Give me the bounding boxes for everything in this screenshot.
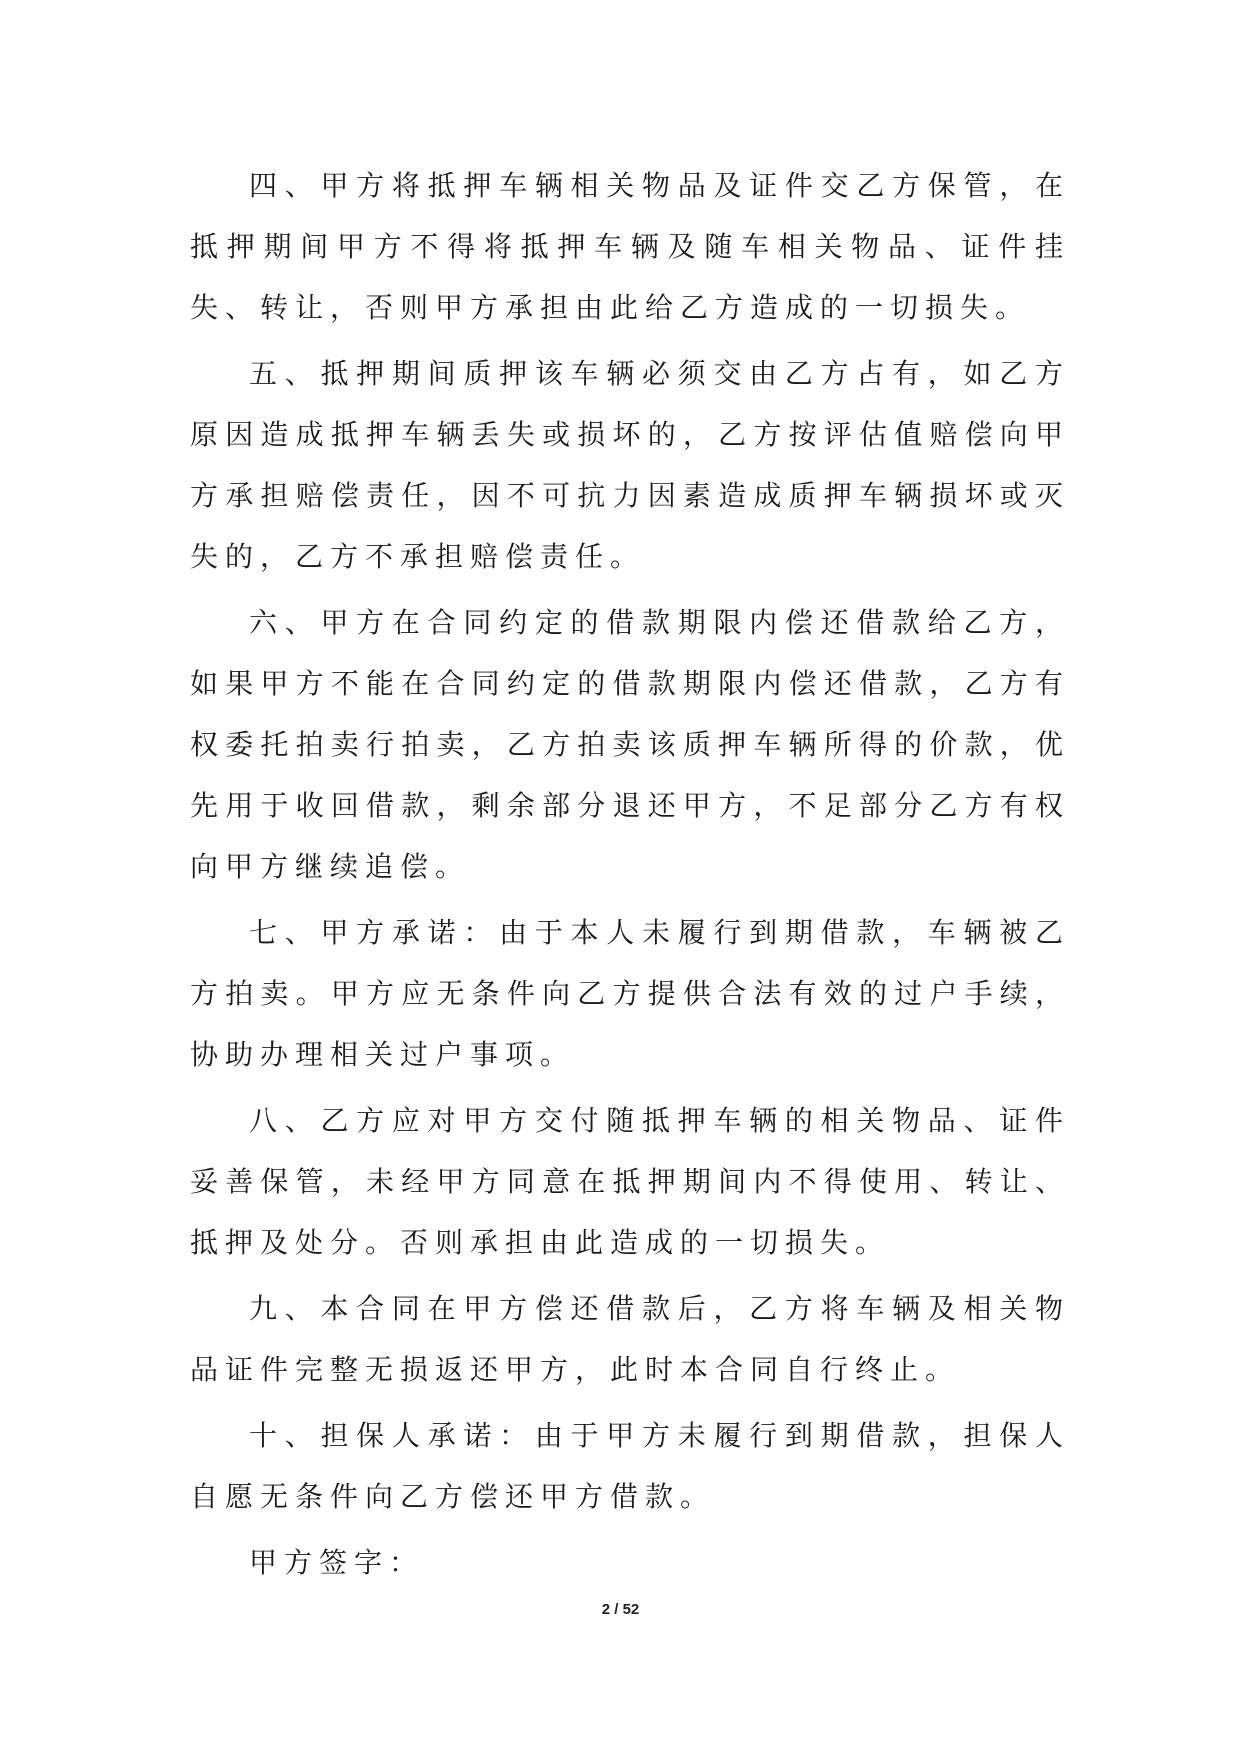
clause-9: 九、本合同在甲方偿还借款后，乙方将车辆及相关物品证件完整无损返还甲方，此时本合同自行终止。 <box>190 1292 1070 1386</box>
clause-6: 六、甲方在合同约定的借款期限内偿还借款给乙方，如果甲方不能在合同约定的借款期限内偿还借款，乙方有权委托拍卖行拍卖，乙方拍卖该质押车辆所得的价款，优先用于收回借款，剩余部分退还甲方，不足部分乙方有权向甲方继续追偿。 <box>190 606 1070 883</box>
page-number: 2 / 52 <box>601 1601 640 1618</box>
document-body <box>190 155 1070 1598</box>
clause-8: 八、乙方应对甲方交付随抵押车辆的相关物品、证件妥善保管，未经甲方同意在抵押期间内不得使用、转让、抵押及处分。否则承担由此造成的一切损失。 <box>190 1104 1070 1259</box>
clause-4: 四、甲方将抵押车辆相关物品及证件交乙方保管，在抵押期间甲方不得将抵押车辆及随车相关物品、证件挂失、转让，否则甲方承担由此给乙方造成的一切损失。 <box>190 169 1070 324</box>
signature-line-party-a: 甲方签字： <box>249 1546 425 1579</box>
clause-10: 十、担保人承诺：由于甲方未履行到期借款，担保人自愿无条件向乙方偿还甲方借款。 <box>190 1419 1070 1513</box>
clause-5: 五、抵押期间质押该车辆必须交由乙方占有，如乙方原因造成抵押车辆丢失或损坏的，乙方按评估值赔偿向甲方承担赔偿责任，因不可抗力因素造成质押车辆损坏或灭失的，乙方不承担赔偿责任。 <box>190 357 1070 573</box>
clause-7: 七、甲方承诺：由于本人未履行到期借款，车辆被乙方拍卖。甲方应无条件向乙方提供合法有效的过户手续，协助办理相关过户事项。 <box>190 916 1070 1071</box>
